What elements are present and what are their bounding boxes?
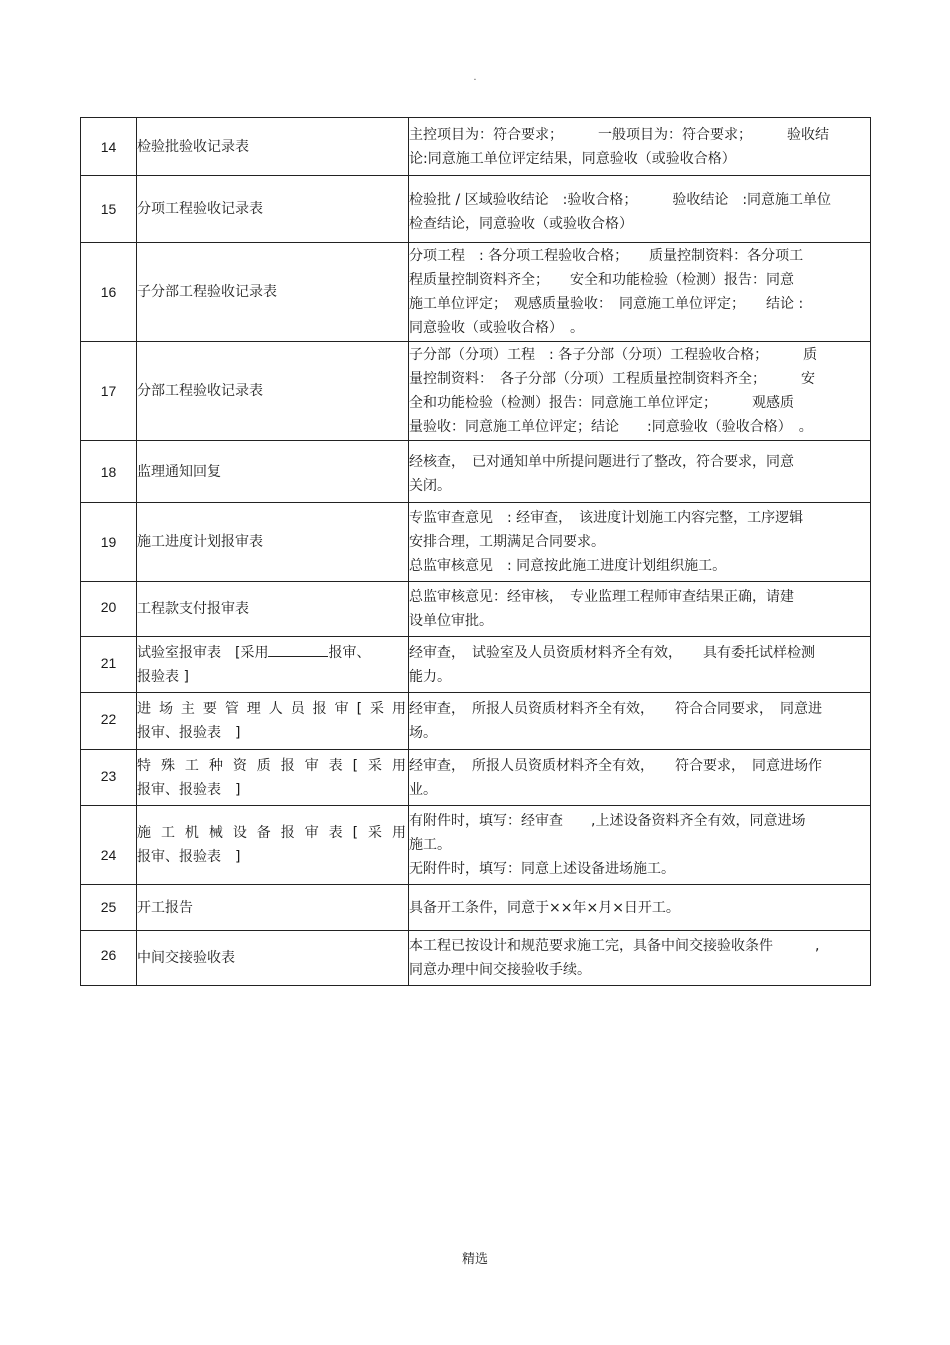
form-name: 试验室报审表 [采用 报审、 报验表 ] xyxy=(137,637,409,693)
form-name: 子分部工程验收记录表 xyxy=(137,243,409,342)
row-number: 17 xyxy=(81,342,137,441)
form-name: 施工进度计划报审表 xyxy=(137,503,409,582)
table-row xyxy=(81,342,871,441)
form-name: 进场主要管理人员报审[采用 报审、报验表 ] xyxy=(137,693,409,750)
table-row xyxy=(81,176,871,243)
form-name: 中间交接验收表 xyxy=(137,931,409,986)
conclusion-text: 分项工程 : 各分项工程验收合格； 质量控制资料：各分项工 程质量控制资料齐全； 安全和功能检验（检测）报告：同意 施工单位评定； 观感质量验收： 同意施工单位评定； 结论 : 同意验收（或验收合格） 。 xyxy=(409,243,871,342)
table-row xyxy=(81,243,871,342)
conclusion-text: 检验批 / 区域验收结论 :验收合格； 验收结论 :同意施工单位 检查结论，同意验收（或验收合格） xyxy=(409,176,871,243)
header-mark: . xyxy=(473,72,477,83)
row-number: 20 xyxy=(81,582,137,637)
row-number: 26 xyxy=(81,931,137,986)
row-number: 25 xyxy=(81,885,137,931)
row-number: 23 xyxy=(81,750,137,806)
row-number: 18 xyxy=(81,441,137,503)
conclusion-text: 有附件时，填写：经审查 ,上述设备资料齐全有效，同意进场 施工。 无附件时，填写：同意上述设备进场施工。 xyxy=(409,806,871,885)
form-name: 监理通知回复 xyxy=(137,441,409,503)
form-name: 特殊工种资质报审表[采用 报审、报验表 ] xyxy=(137,750,409,806)
page-footer: 精选 xyxy=(461,1252,488,1267)
conclusion-text: 总监审核意见：经审核， 专业监理工程师审查结果正确，请建 设单位审批。 xyxy=(409,582,871,637)
form-name: 检验批验收记录表 xyxy=(137,118,409,176)
row-number: 14 xyxy=(81,118,137,176)
blank-underline xyxy=(268,642,328,657)
table-row xyxy=(81,637,871,693)
form-name: 工程款支付报审表 xyxy=(137,582,409,637)
table-row xyxy=(81,806,871,885)
conclusion-text: 经审查， 所报人员资质材料齐全有效， 符合合同要求， 同意进 场。 xyxy=(409,693,871,750)
conclusion-text: 具备开工条件，同意于××年×月×日开工。 xyxy=(409,885,871,931)
conclusion-text: 经审查， 试验室及人员资质材料齐全有效， 具有委托试样检测 能力。 xyxy=(409,637,871,693)
conclusion-text: 子分部（分项）工程 : 各子分部（分项）工程验收合格； 质 量控制资料： 各子分部（分项）工程质量控制资料齐全； 安 全和功能检验（检测）报告：同意施工单位评定； 观感质 量验收：同意施工单位评定；结论 :同意验收（验收合格） 。 xyxy=(409,342,871,441)
row-number: 16 xyxy=(81,243,137,342)
row-number: 24 xyxy=(81,806,137,885)
conclusion-text: 经审查， 所报人员资质材料齐全有效， 符合要求， 同意进场作 业。 xyxy=(409,750,871,806)
acceptance-table xyxy=(80,117,871,986)
table-row xyxy=(81,118,871,176)
table-row xyxy=(81,885,871,931)
table-row xyxy=(81,503,871,582)
table-row xyxy=(81,582,871,637)
table-row xyxy=(81,441,871,503)
table-row xyxy=(81,750,871,806)
conclusion-text: 专监审查意见 : 经审查， 该进度计划施工内容完整，工序逻辑 安排合理，工期满足合同要求。 总监审核意见 : 同意按此施工进度计划组织施工。 xyxy=(409,503,871,582)
conclusion-text: 主控项目为：符合要求； 一般项目为：符合要求； 验收结 论:同意施工单位评定结果，同意验收（或验收合格） xyxy=(409,118,871,176)
row-number: 19 xyxy=(81,503,137,582)
conclusion-text: 本工程已按设计和规范要求施工完，具备中间交接验收条件 , 同意办理中间交接验收手续。 xyxy=(409,931,871,986)
table-row xyxy=(81,931,871,986)
form-name: 分部工程验收记录表 xyxy=(137,342,409,441)
form-name: 开工报告 xyxy=(137,885,409,931)
row-number: 21 xyxy=(81,637,137,693)
conclusion-text: 经核查， 已对通知单中所提问题进行了整改，符合要求，同意 关闭。 xyxy=(409,441,871,503)
row-number: 15 xyxy=(81,176,137,243)
row-number: 22 xyxy=(81,693,137,750)
table-row xyxy=(81,693,871,750)
form-name: 分项工程验收记录表 xyxy=(137,176,409,243)
form-name: 施工机械设备报审表[采用 报审、报验表 ] xyxy=(137,806,409,885)
